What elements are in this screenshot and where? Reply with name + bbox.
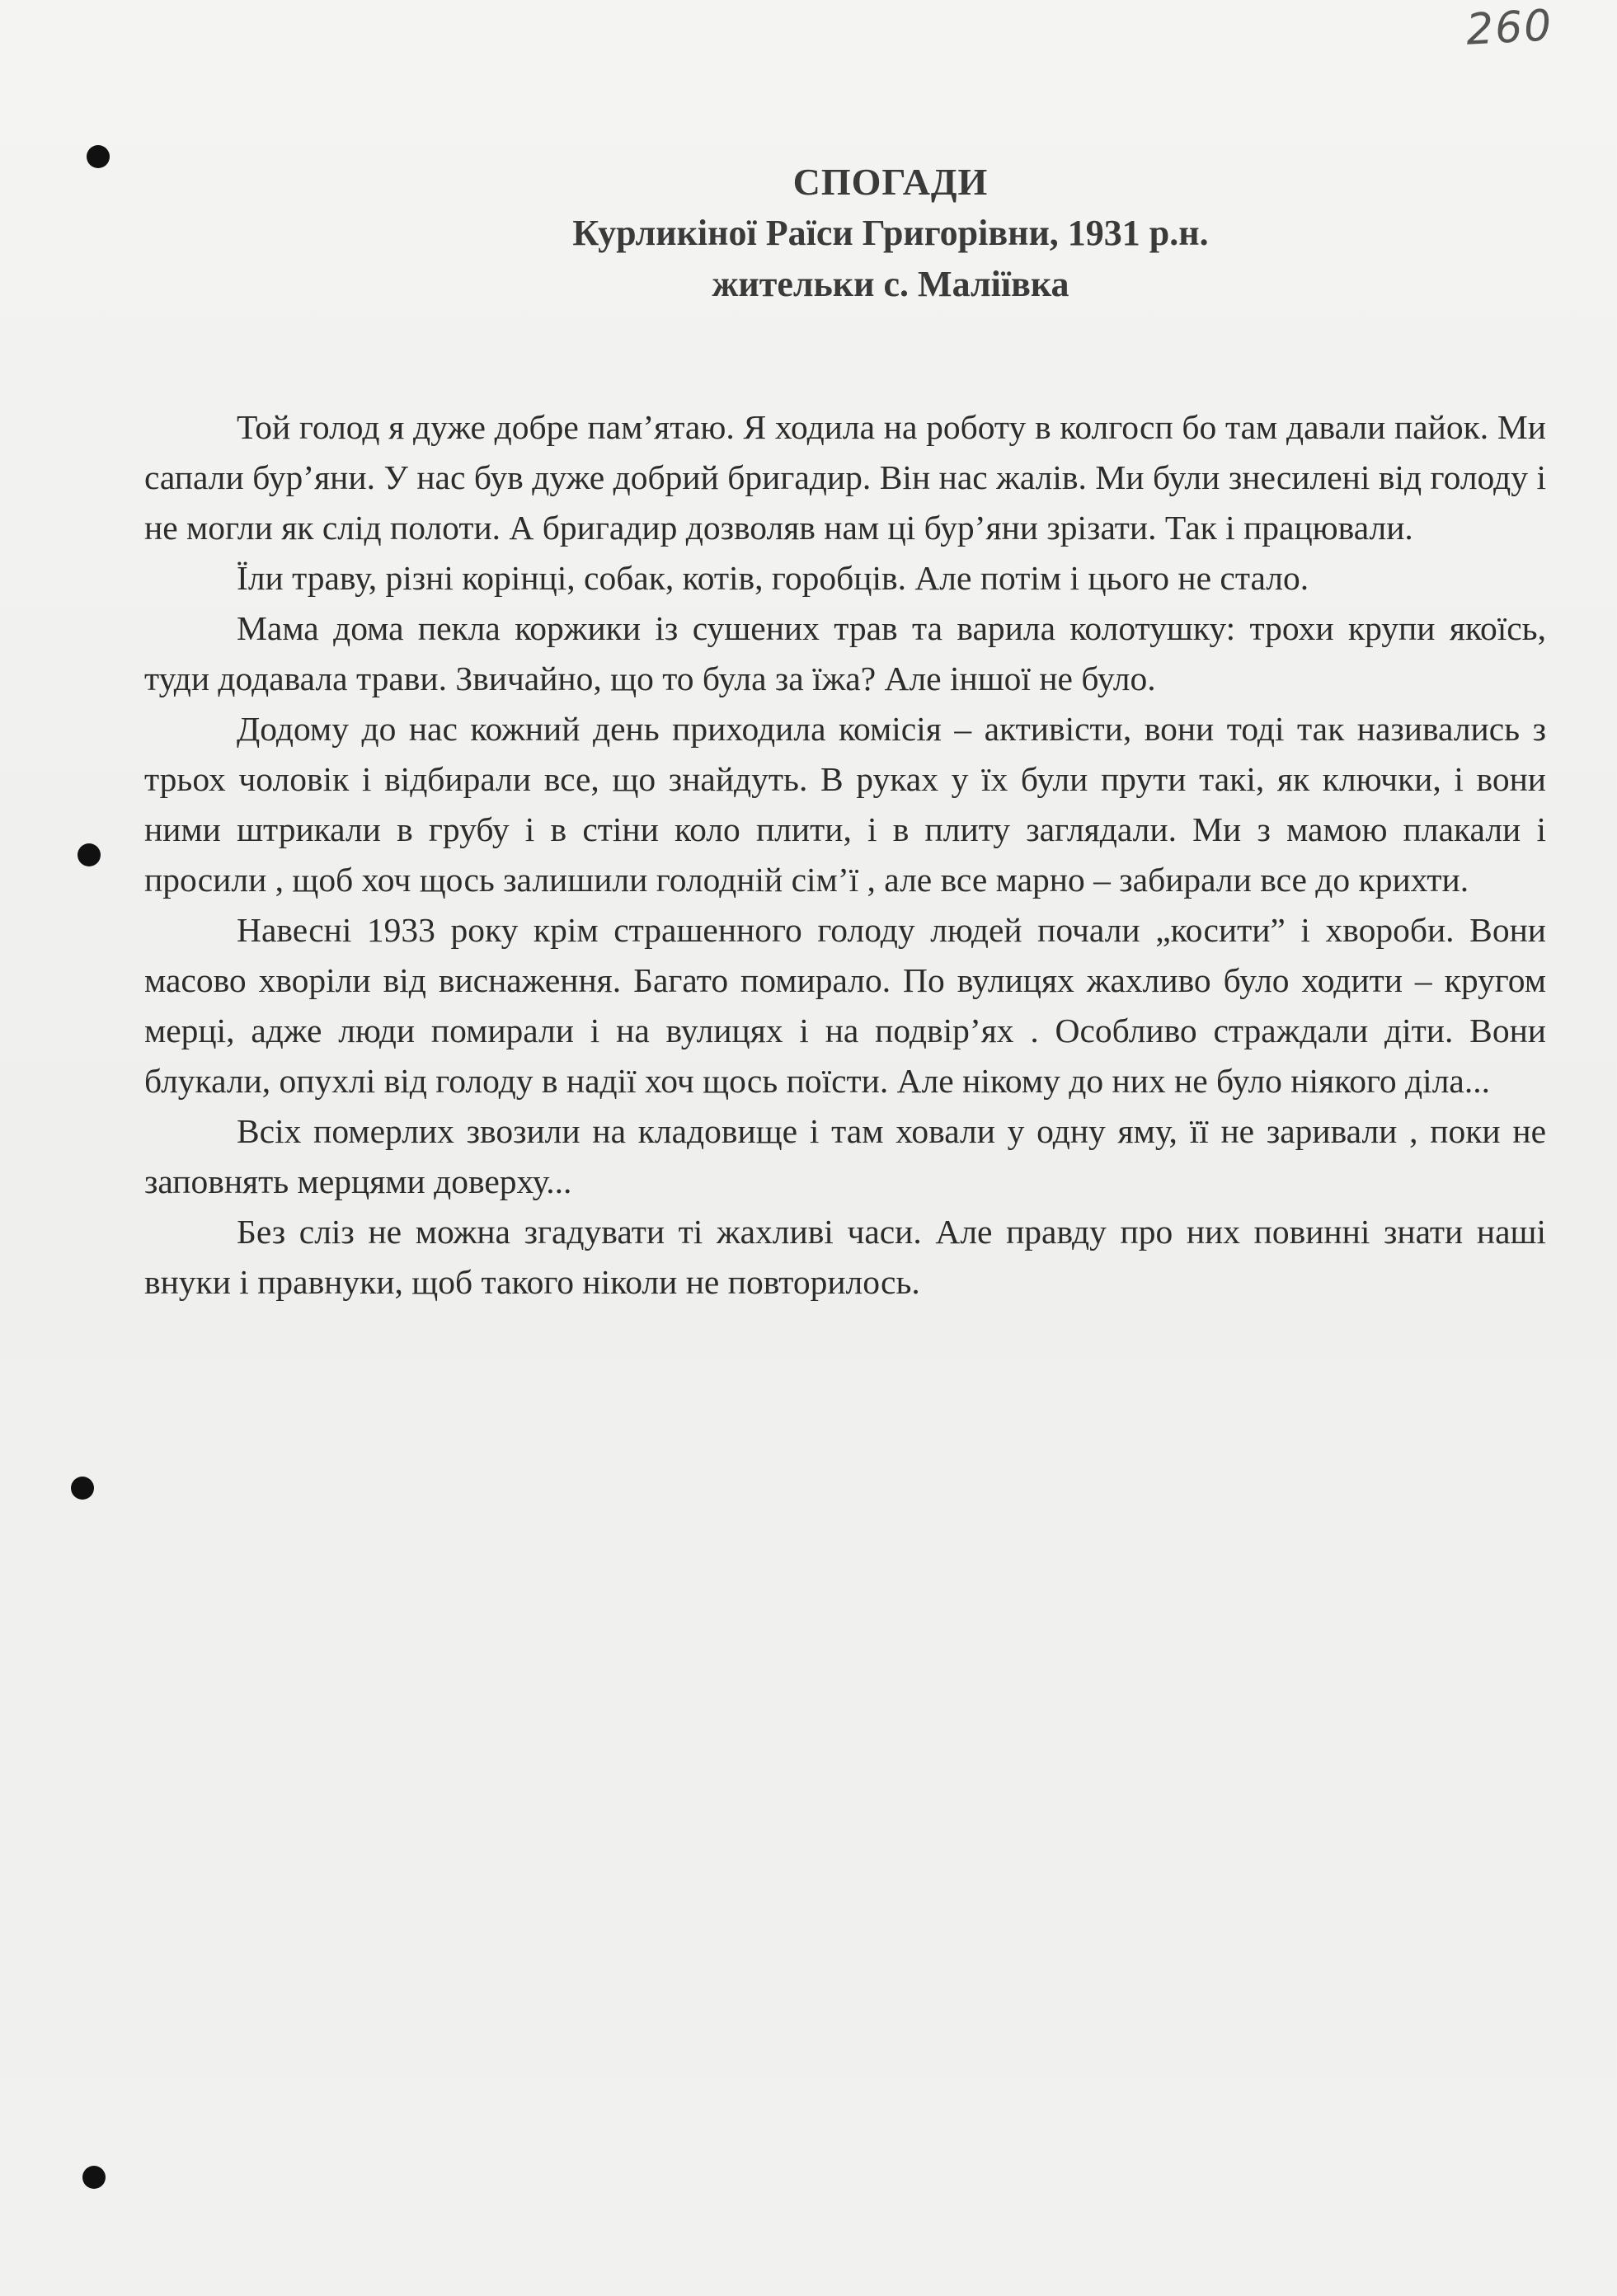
paragraph: Навесні 1933 року крім страшенного голоду людей почали „косити” і хвороби. Вони масово хворіли від виснаження. Багато помирало. По вулицях жахливо було ходити – кругом мерці, адже люди помирали і на вулицях і на подвір’ях . Особливо страждали діти. Вони блукали, опухлі від голоду в надії хоч щось поїсти. Але нікому до них не було ніякого діла... <box>144 911 1546 1100</box>
punch-hole <box>78 843 101 866</box>
author-name-line: Курликіної Раїси Григорівни, 1931 р.н. <box>572 213 1209 253</box>
document-body <box>144 402 1546 1308</box>
punch-hole <box>71 1477 94 1500</box>
punch-hole <box>87 145 110 168</box>
paragraph: Той голод я дуже добре пам’ятаю. Я ходила на роботу в колгосп бо там давали пайок. Ми сапали бур’яни. У нас був дуже добрий бригадир. Він нас жалів. Ми були знесилені від голоду і не могли як слід полоти. А бригадир дозволяв нам ці бур’яни зрізати. Так і працювали. <box>144 408 1546 547</box>
paragraph: Мама дома пекла коржики із сушених трав та варила колотушку: трохи крупи якоїсь, туди додавала трави. Звичайно, що то була за їжа? Але іншої не було. <box>144 609 1546 697</box>
punch-hole <box>82 2166 106 2189</box>
document-header <box>247 157 1534 310</box>
document-title: СПОГАДИ <box>792 161 989 203</box>
paragraph: Їли траву, різні корінці, собак, котів, горобців. Але потім і цього не стало. <box>237 559 1309 597</box>
paragraph: Додому до нас кожний день приходила комісія – активісти, вони тоді так називались з трьох чоловік і відбирали все, що знайдуть. В руках у їх були прути такі, як ключки, і вони ними штрикали в грубу і в стіни коло плити, і в плиту заглядали. Ми з мамою плакали і просили , щоб хоч щось залишили голодній сім’ї , але все марно – забирали все до крихти. <box>144 710 1546 899</box>
author-residence-line: жительки с. Маліївка <box>712 264 1069 304</box>
paragraph: Без сліз не можна згадувати ті жахливі часи. Але правду про них повинні знати наші внуки і правнуки, щоб такого ніколи не повторилось. <box>144 1213 1546 1301</box>
paragraph: Всіх померлих звозили на кладовище і там ховали у одну яму, її не заривали , поки не заповнять мерцями доверху... <box>144 1112 1546 1200</box>
page-number: 260 <box>1464 1 1554 55</box>
